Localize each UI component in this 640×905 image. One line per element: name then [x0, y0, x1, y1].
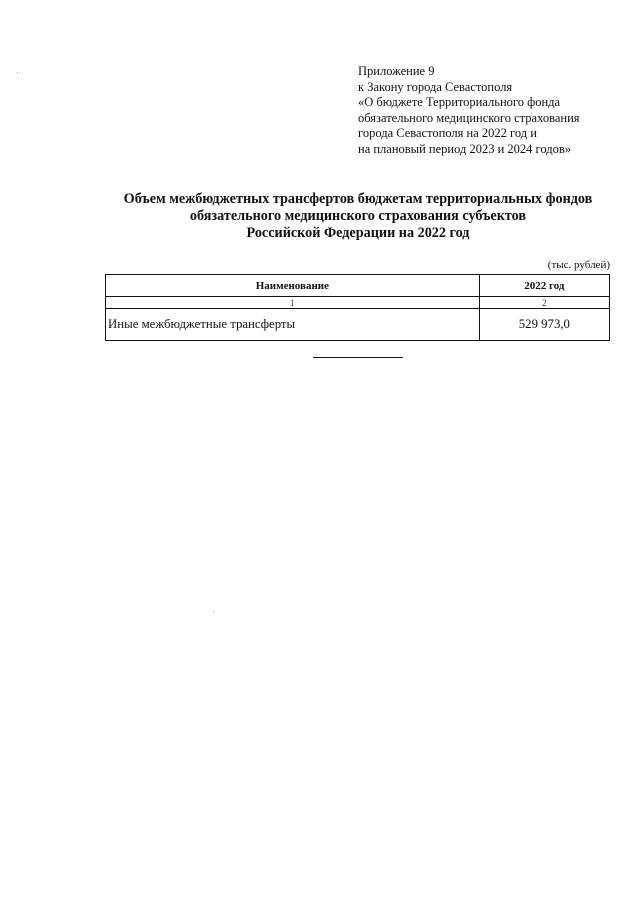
appendix-line: «О бюджете Территориального фонда — [358, 95, 561, 110]
column-number-row — [106, 297, 610, 309]
table-header-row — [106, 275, 610, 297]
column-number: 1 — [106, 297, 480, 309]
scan-speck — [213, 611, 214, 612]
document-title — [60, 191, 640, 242]
row-value: 529 973,0 — [479, 309, 609, 341]
closing-rule — [313, 357, 403, 358]
row-name: Иные межбюджетные трансферты — [106, 309, 480, 341]
appendix-line: к Закону города Севастополя — [358, 79, 513, 94]
title-line: Российской Федерации на 2022 год — [246, 225, 470, 241]
appendix-line: обязательного медицинского страхования — [358, 110, 580, 125]
table-row — [106, 309, 610, 341]
title-line: обязательного медицинского страхования субъектов — [189, 208, 527, 224]
appendix-reference — [358, 64, 628, 158]
units-label: (тыс. рублей) — [547, 259, 610, 271]
title-line: Объем межбюджетных трансфертов бюджетам территориальных фондов — [123, 191, 593, 207]
appendix-line: Приложение 9 — [358, 64, 435, 78]
header-name: Наименование — [106, 275, 480, 297]
scan-speck — [17, 72, 18, 73]
header-year: 2022 год — [479, 275, 609, 297]
transfers-table — [105, 274, 610, 341]
appendix-line: на плановый период 2023 и 2024 годов» — [358, 141, 571, 156]
appendix-line: города Севастополя на 2022 год и — [358, 126, 537, 141]
column-number: 2 — [479, 297, 609, 309]
